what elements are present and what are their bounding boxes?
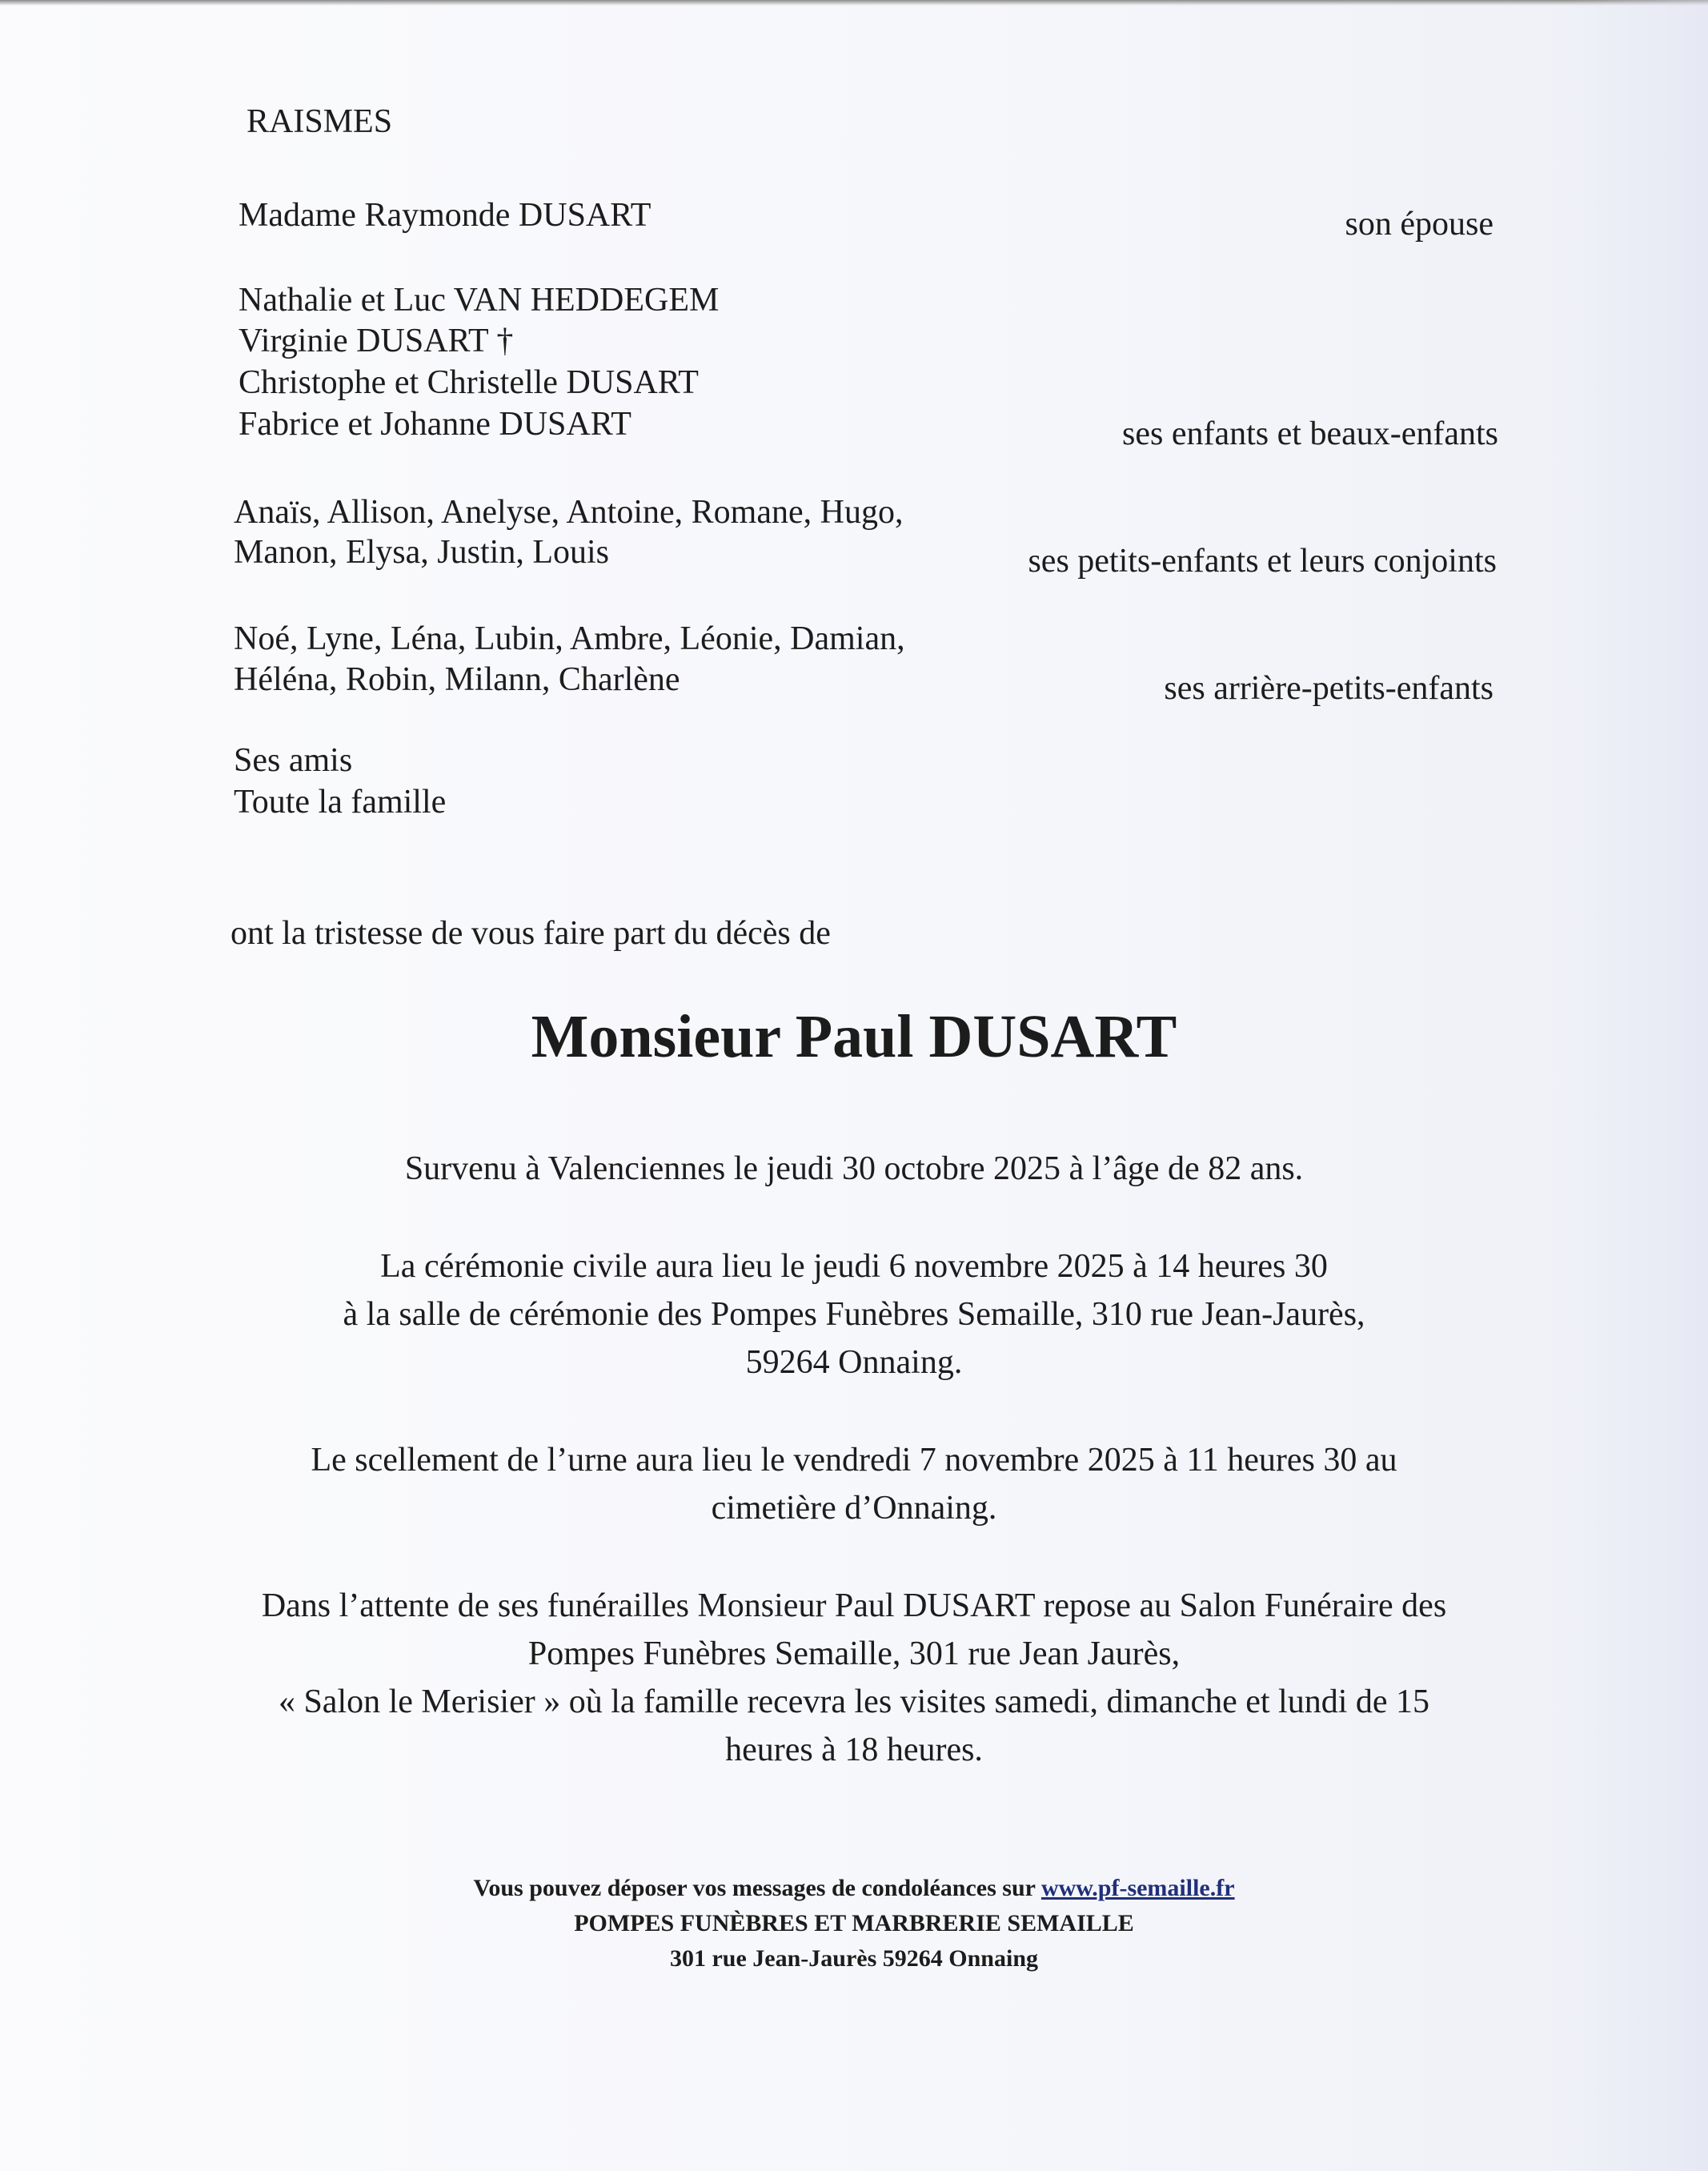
death-notice: Survenu à Valenciennes le jeudi 30 octobre 2025 à l’âge de 82 ans. (404, 1150, 1304, 1187)
child-line: Fabrice et Johanne DUSART (239, 406, 631, 443)
children-relation: ses enfants et beaux-enfants (1122, 415, 1498, 452)
child-line: Virginie DUSART † (239, 323, 514, 359)
grandchildren-line: Anaïs, Allison, Anelyse, Antoine, Romane, Hugo, (234, 494, 904, 531)
child-line: Christophe et Christelle DUSART (239, 364, 699, 401)
others-line: Toute la famille (234, 784, 447, 821)
ceremony-line: à la salle de cérémonie des Pompes Funèbres Semaille, 310 rue Jean-Jaurès, (343, 1296, 1365, 1333)
visitation-line: Dans l’attente de ses funérailles Monsieur Paul DUSART repose au Salon Funéraire des (261, 1587, 1447, 1624)
visitation-line: heures à 18 heures. (725, 1732, 983, 1768)
funeral-company-name: POMPES FUNÈBRES ET MARBRERIE SEMAILLE (574, 1910, 1134, 1936)
ceremony-line: La cérémonie civile aura lieu le jeudi 6 novembre 2025 à 14 heures 30 (380, 1248, 1328, 1285)
locality-heading: RAISMES (247, 103, 393, 140)
scan-right-shading (1564, 0, 1708, 2171)
scan-top-edge (0, 0, 1708, 6)
visitation-line: Pompes Funèbres Semaille, 301 rue Jean Jaurès, (527, 1635, 1181, 1672)
spouse-name: Madame Raymonde DUSART (239, 197, 652, 234)
visitation-line: « Salon le Merisier » où la famille recevra les visites samedi, dimanche et lundi de 15 (278, 1683, 1430, 1720)
funeral-company-address: 301 rue Jean-Jaurès 59264 Onnaing (669, 1945, 1039, 1972)
condolences-text: Vous pouvez déposer vos messages de condoléances sur (473, 1875, 1036, 1901)
announcement-text: ont la tristesse de vous faire part du décès de (231, 915, 831, 952)
urn-line: cimetière d’Onnaing. (711, 1490, 997, 1527)
ceremony-line: 59264 Onnaing. (745, 1344, 963, 1381)
condolences-line (0, 1873, 1708, 1904)
great-grandchildren-relation: ses arrière-petits-enfants (1164, 670, 1493, 707)
great-grandchildren-line: Noé, Lyne, Léna, Lubin, Ambre, Léonie, Damian, (234, 620, 905, 657)
grandchildren-line: Manon, Elysa, Justin, Louis (234, 534, 609, 571)
deceased-name: Monsieur Paul DUSART (531, 1003, 1177, 1070)
grandchildren-relation: ses petits-enfants et leurs conjoints (1028, 543, 1497, 580)
great-grandchildren-line: Héléna, Robin, Milann, Charlène (234, 661, 680, 698)
spouse-relation: son épouse (1345, 206, 1493, 243)
others-line: Ses amis (234, 742, 353, 779)
website-link[interactable]: www.pf-semaille.fr (1040, 1875, 1235, 1901)
child-line: Nathalie et Luc VAN HEDDEGEM (239, 282, 720, 319)
urn-line: Le scellement de l’urne aura lieu le vendredi 7 novembre 2025 à 11 heures 30 au (311, 1442, 1397, 1479)
